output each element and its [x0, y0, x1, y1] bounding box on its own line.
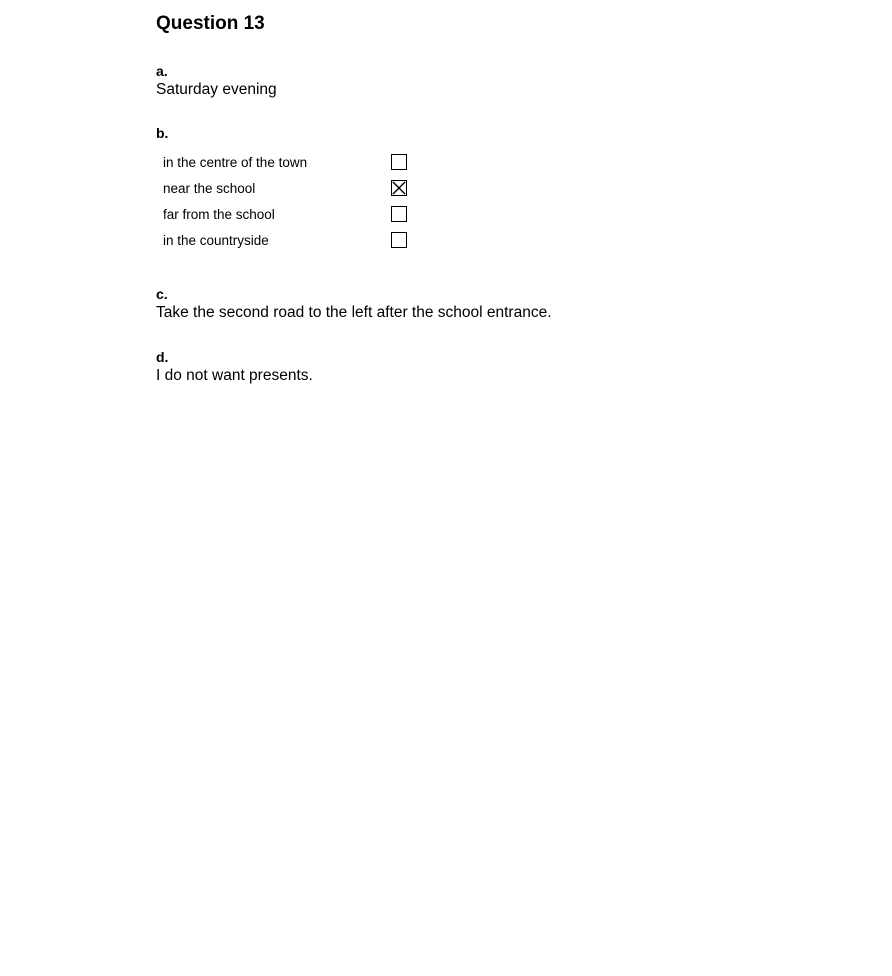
part-b-label: b. — [156, 125, 169, 141]
question-title: Question 13 — [156, 13, 265, 34]
part-d-answer: I do not want presents. — [156, 367, 313, 384]
cross-mark-icon — [392, 181, 406, 195]
option-row — [163, 177, 423, 203]
part-d — [156, 348, 313, 386]
answer-page — [156, 12, 856, 384]
option-label: near the school — [163, 181, 256, 196]
option-row — [163, 203, 423, 229]
option-label: in the centre of the town — [163, 155, 308, 170]
checkbox[interactable] — [391, 232, 407, 248]
part-c-answer: Take the second road to the left after the school entrance. — [156, 304, 552, 321]
part-a-answer: Saturday evening — [156, 81, 277, 98]
option-label: far from the school — [163, 207, 275, 222]
part-a-label: a. — [156, 63, 168, 79]
part-d-label: d. — [156, 349, 169, 365]
part-b-options — [163, 151, 423, 255]
part-c — [156, 285, 552, 323]
option-row — [163, 229, 423, 255]
part-a — [156, 62, 277, 100]
checkbox[interactable] — [391, 154, 407, 170]
option-label: in the countryside — [163, 233, 269, 248]
checkbox[interactable] — [391, 206, 407, 222]
part-c-label: c. — [156, 286, 168, 302]
option-row — [163, 151, 423, 177]
part-b — [156, 124, 308, 248]
checkbox[interactable] — [391, 180, 407, 196]
